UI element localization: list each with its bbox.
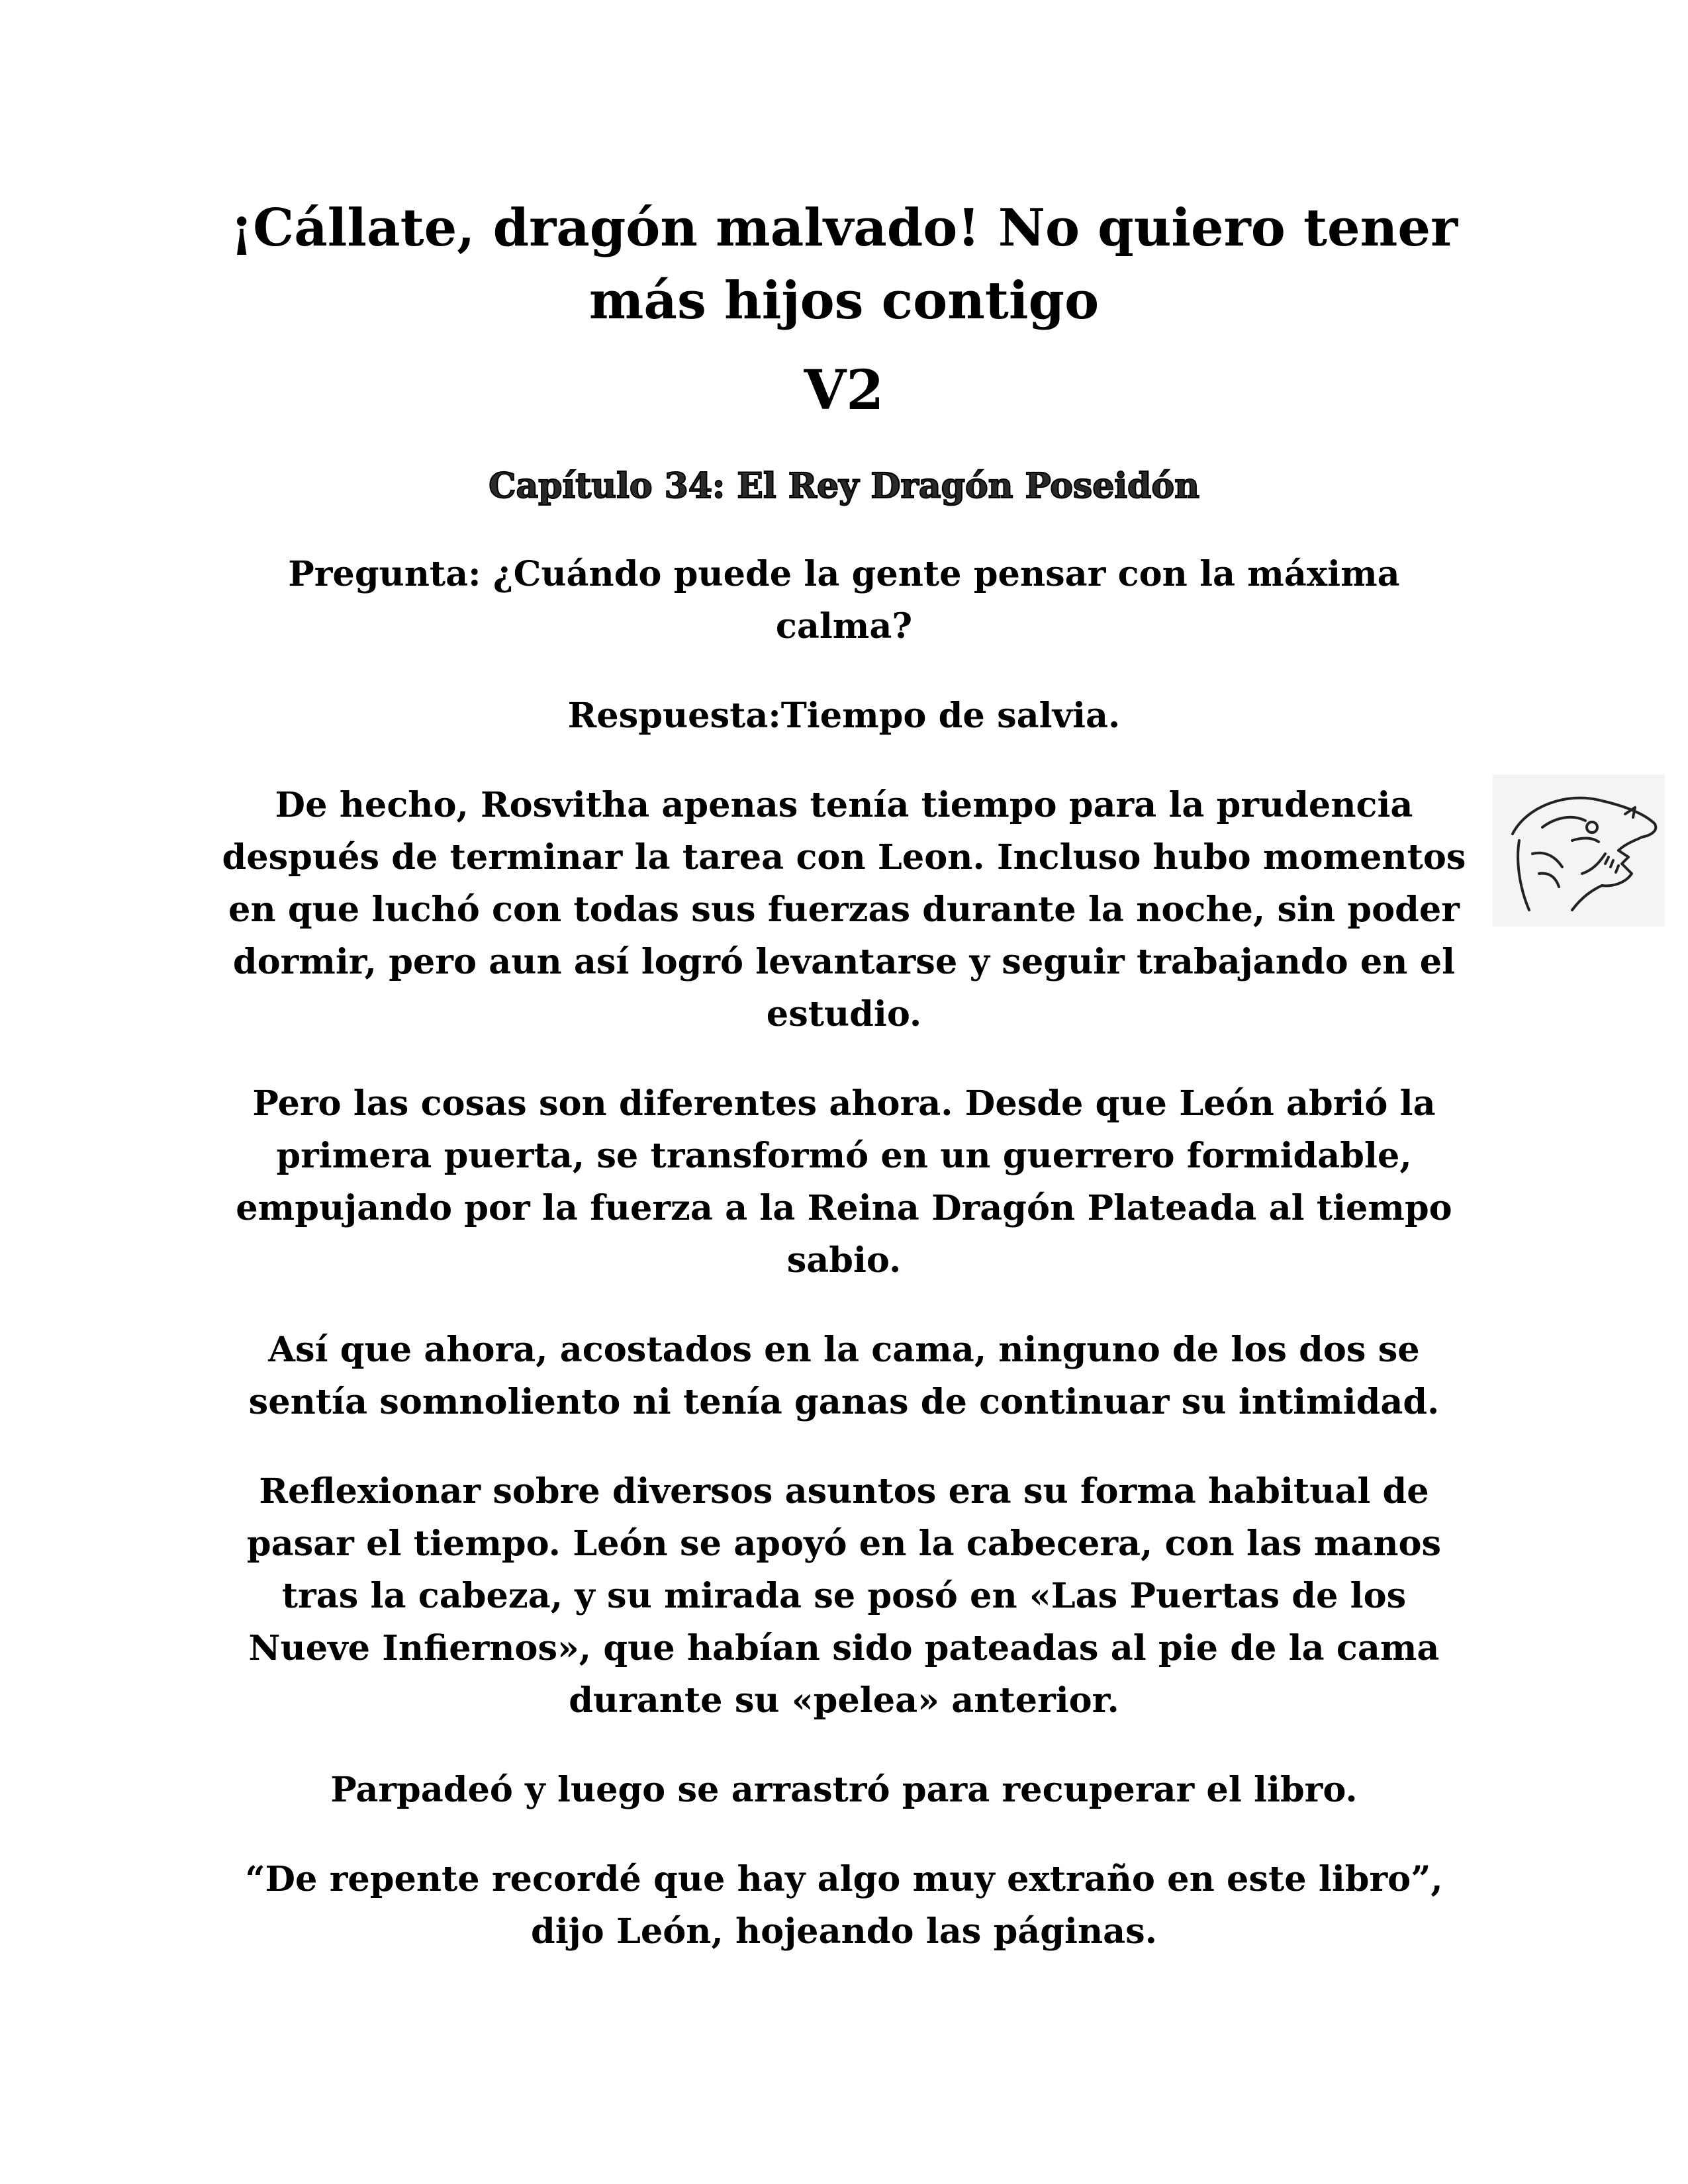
volume-label: V2 xyxy=(804,359,884,422)
paragraph: Pero las cosas son diferentes ahora. Desde que León abrió la primera puerta, se transformó en un guerrero formidable, empujando por la fuerza a la Reina Dragón Plateada al tiempo sabio. xyxy=(236,1083,1452,1281)
book-title: ¡Cállate, dragón malvado! No quiero tener más hijos contigo xyxy=(230,198,1458,331)
dragon-head-icon xyxy=(1493,774,1665,927)
paragraph: Parpadeó y luego se arrastró para recuperar el libro. xyxy=(330,1770,1358,1810)
paragraph: Respuesta:Tiempo de salvia. xyxy=(567,696,1121,736)
paragraph: De hecho, Rosvitha apenas tenía tiempo para la prudencia después de terminar la tarea con Leon. Incluso hubo momentos en que luchó con todas sus fuerzas durante la noche, sin poder dormir, pero aun así logró levantarse y seguir trabajando en el estudio. xyxy=(222,785,1466,1034)
paragraph: Pregunta: ¿Cuándo puede la gente pensar con la máxima calma? xyxy=(288,554,1400,647)
paragraph: “De repente recordé que hay algo muy extraño en este libro”, dijo León, hojeando las páginas. xyxy=(245,1859,1443,1952)
chapter-body xyxy=(218,548,1470,1995)
paragraph: Así que ahora, acostados en la cama, ninguno de los dos se sentía somnoliento ni tenía ganas de continuar su intimidad. xyxy=(248,1330,1440,1422)
paragraph: Reflexionar sobre diversos asuntos era su forma habitual de pasar el tiempo. León se apoyó en la cabecera, con las manos tras la cabeza, y su mirada se posó en «Las Puertas de los Nueve Infiernos», que habían sido pateadas al pie de la cama durante su «pelea» anterior. xyxy=(246,1471,1442,1721)
chapter-heading: Capítulo 34: El Rey Dragón Poseidón xyxy=(489,466,1199,506)
